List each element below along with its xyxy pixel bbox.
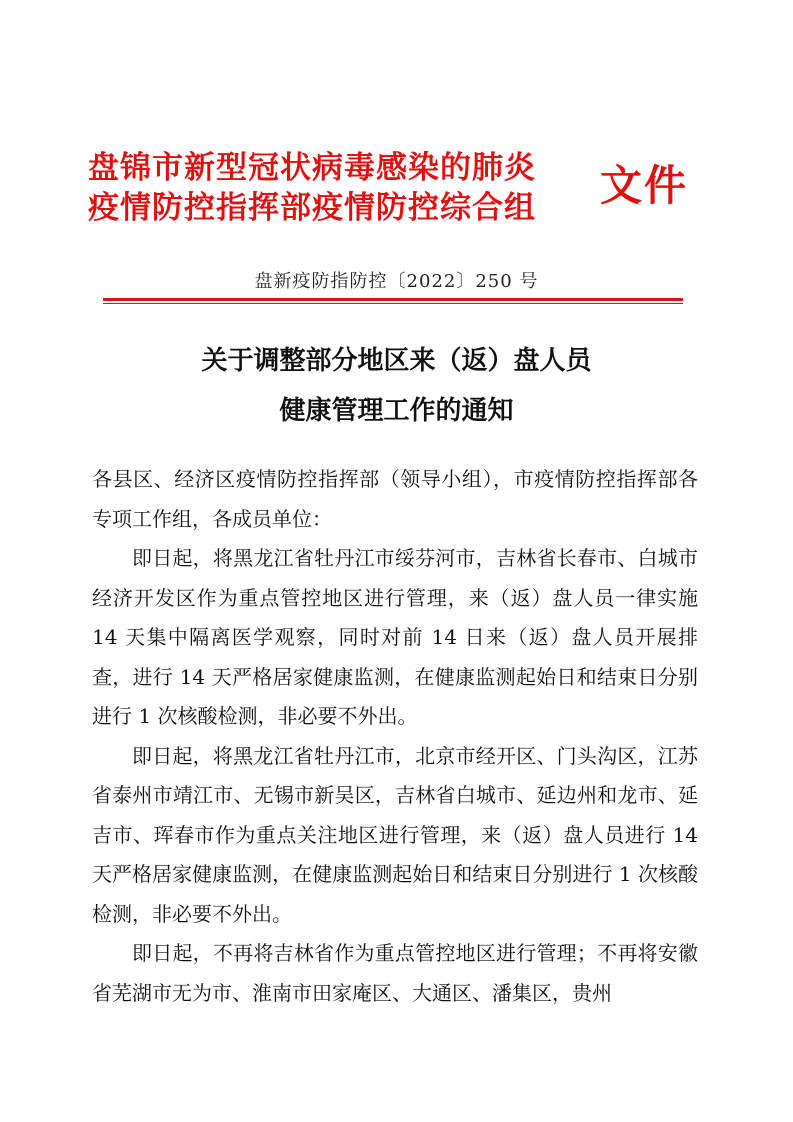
issuing-authority-line1: 盘锦市新型冠状病毒感染的肺炎	[88, 150, 536, 186]
document-type-label: 文件	[600, 161, 689, 210]
body-paragraph-3: 即日起，不再将吉林省作为重点管控地区进行管理；不再将安徽省芜湖市无为市、淮南市田家庵区、大通区、潘集区，贵州	[92, 941, 698, 1005]
issuing-authority-line2: 疫情防控指挥部疫情防控综合组	[88, 190, 536, 226]
notice-body	[92, 460, 698, 1013]
body-paragraph-1: 即日起，将黑龙江省牡丹江市绥芬河市，吉林省长春市、白城市经济开发区作为重点管控地区进行管理，来（返）盘人员一律实施 14 天集中隔离医学观察，同时对前 14 日来（返）盘人员开展排查，进行 14 天严格居家健康监测，在健康监测起始日和结束日分别进行 1 次核酸检测，非必要不外出。	[92, 546, 698, 728]
salutation: 各县区、经济区疫情防控指挥部（领导小组），市疫情防控指挥部各专项工作组，各成员单位：	[92, 467, 698, 531]
body-paragraph-2: 即日起，将黑龙江省牡丹江市，北京市经开区、门头沟区，江苏省泰州市靖江市、无锡市新吴区，吉林省白城市、延边州和龙市、延吉市、珲春市作为重点关注地区进行管理，来（返）盘人员进行 14 天严格居家健康监测，在健康监测起始日和结束日分别进行 1 次核酸检测，非必要不外出。	[92, 743, 698, 926]
notice-title	[0, 336, 793, 436]
red-divider-thick	[103, 298, 683, 301]
red-divider-thin	[103, 303, 683, 304]
issuing-authority	[88, 148, 578, 228]
document-header	[88, 148, 708, 228]
document-number: 盘新疫防指防控〔2022〕250 号	[254, 271, 539, 292]
notice-title-line1: 关于调整部分地区来（返）盘人员	[201, 346, 592, 376]
notice-title-line2: 健康管理工作的通知	[279, 396, 514, 426]
